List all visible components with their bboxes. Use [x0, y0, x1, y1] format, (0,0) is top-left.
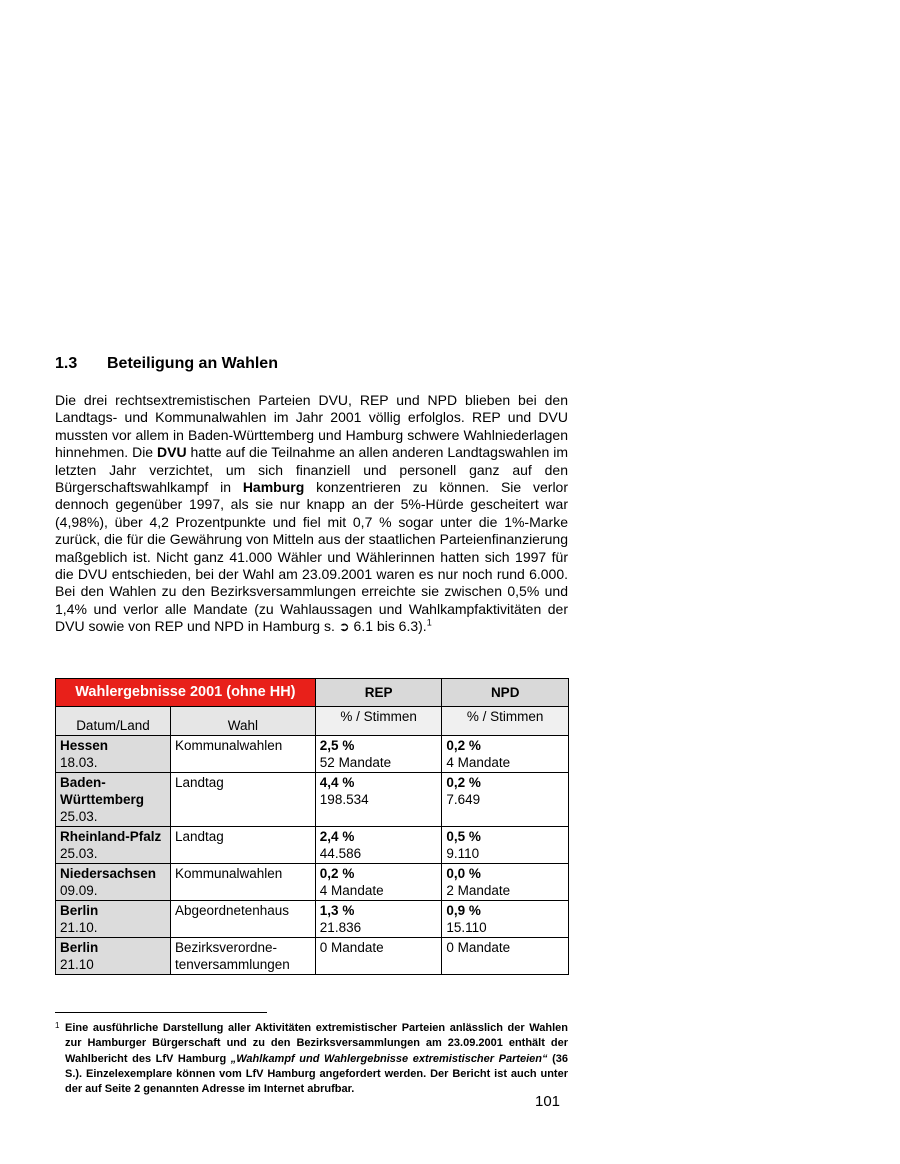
body-text-part: konzentrieren zu können. Sie verlor dennoch gegenüber 1997, als sie nur knapp an der 5%-Hürde gescheitert war (4,98%), über 4,2 Prozentpunkte und fiel mit 0,7 % sogar unter die 1%-Marke zurück, die für die Gewährung von Mitteln aus der staatlichen Parteienfinanzierung maßgeblich ist. Nicht ganz 41.000 Wähler und Wählerinnen hatten sich 1997 für die DVU entschieden, bei der Wahl am 23.09.2001 waren es nur noch rund 6.000. Bei den Wahlen zu den Bezirksversammlungen erreichte sie zwischen 0,5% und 1,4% und verlor alle Mandate (zu Wahlaussagen und Wahlkampfaktivitäten der DVU sowie von REP und NPD in Hamburg s. — [55, 479, 568, 635]
cell-land — [56, 736, 171, 773]
npd-percent: 0,5 % — [446, 829, 481, 844]
rep-value: 52 Mandate — [319, 755, 392, 770]
npd-value: 2 Mandate — [446, 883, 511, 898]
column-unit-rep: % / Stimmen — [315, 707, 442, 736]
npd-percent: 0,2 % — [446, 775, 481, 790]
footnote-marker: 1 — [55, 1021, 60, 1030]
rep-percent: 0,2 % — [319, 866, 355, 881]
election-date: 25.03. — [60, 809, 98, 824]
land-name: Niedersachsen — [60, 866, 157, 881]
cell-rep — [315, 938, 442, 975]
cell-npd — [442, 938, 569, 975]
cell-land — [56, 901, 171, 938]
section-number: 1.3 — [55, 355, 78, 372]
table-row — [56, 864, 569, 901]
npd-value: 9.110 — [446, 846, 480, 861]
body-text-part: 6.1 bis 6.3). — [349, 618, 427, 635]
cell-wahl: Abgeordnetenhaus — [170, 901, 315, 938]
rep-value: 0 Mandate — [319, 940, 384, 955]
column-header-wahl: Wahl — [170, 707, 315, 736]
npd-percent: 0,0 % — [446, 866, 481, 881]
land-name: Berlin — [60, 940, 99, 955]
rep-value: 21.836 — [319, 920, 362, 935]
table-row — [56, 827, 569, 864]
column-header-npd: NPD — [442, 679, 569, 707]
column-header-rep: REP — [315, 679, 442, 707]
table-header-row — [56, 679, 569, 707]
section-heading — [55, 355, 568, 373]
rep-value: 4 Mandate — [319, 883, 384, 898]
body-text-part: Die drei rechtsextremistischen Parteien DVU, REP und NPD blieben bei den Landtags- und Kommunalwahlen im Jahr 2001 völlig erfolglos. REP und DVU mussten vor allem in Baden-Württemberg und Hamburg schwere Wahlniederlagen hinnehmen. Die — [55, 392, 568, 461]
land-name: Berlin — [60, 903, 99, 918]
cell-rep — [315, 864, 442, 901]
cell-land — [56, 864, 171, 901]
table-row — [56, 901, 569, 938]
cell-wahl: Bezirksverordne- tenversammlungen — [170, 938, 315, 975]
election-results-table — [55, 678, 569, 975]
npd-value: 0 Mandate — [446, 940, 511, 955]
land-name: Hessen — [60, 738, 109, 753]
election-date: 21.10 — [60, 957, 94, 972]
cell-land — [56, 938, 171, 975]
cell-land — [56, 827, 171, 864]
npd-value: 7.649 — [446, 792, 481, 807]
cell-wahl: Landtag — [170, 827, 315, 864]
table-row — [56, 773, 569, 827]
rep-percent: 4,4 % — [319, 775, 355, 790]
body-bold-dvu: DVU — [157, 444, 187, 461]
election-date: 18.03. — [60, 755, 98, 770]
rep-value: 44.586 — [319, 846, 362, 861]
cell-npd — [442, 773, 569, 827]
cell-rep — [315, 901, 442, 938]
arrow-icon: ➲ — [338, 619, 350, 635]
footnote-text-part: Eine ausführliche Darstellung aller Aktivitäten extremistischer Parteien anlässlich der Wahlen zur Hamburger Bürgerschaft und zu den Bezirksversammlungen am 23.09.2001 enthält der Wahlbericht des LfV Hamburg — [65, 1022, 568, 1065]
cell-npd — [442, 864, 569, 901]
cell-wahl: Kommunalwahlen — [170, 736, 315, 773]
land-name: Rheinland-Pfalz — [60, 829, 162, 844]
table-row — [56, 736, 569, 773]
table-subheader-row — [56, 707, 569, 736]
cell-npd — [442, 827, 569, 864]
footnote-body — [65, 1021, 568, 1097]
rep-percent: 2,4 % — [319, 829, 355, 844]
election-date: 09.09. — [60, 883, 98, 898]
footnote-text-part: (36 S.). Einzelexemplare können vom LfV Hamburg angefordert werden. Der Bericht ist auch unter der auf Seite 2 genannten Adresse im Internet abrufbar. — [65, 1052, 568, 1096]
table-title: Wahlergebnisse 2001 (ohne HH) — [56, 679, 316, 707]
body-text-part: hatte auf die Teilnahme an allen anderen Landtagswahlen im letzten Jahr verzichtet, um sich finanziell und personell ganz auf den Bürgerschaftswahlkampf in — [55, 444, 569, 496]
footnote-reference[interactable]: 1 — [426, 617, 432, 628]
table-row — [56, 938, 569, 975]
cell-rep — [315, 827, 442, 864]
cell-wahl: Kommunalwahlen — [170, 864, 315, 901]
column-header-land: Datum/Land — [56, 707, 171, 736]
npd-value: 15.110 — [446, 920, 487, 935]
body-paragraph — [55, 392, 568, 636]
cell-wahl: Landtag — [170, 773, 315, 827]
npd-percent: 0,9 % — [446, 903, 481, 918]
election-date: 25.03. — [60, 846, 98, 861]
section-title: Beteiligung an Wahlen — [107, 355, 278, 372]
npd-value: 4 Mandate — [446, 755, 511, 770]
npd-percent: 0,2 % — [446, 738, 481, 753]
column-unit-npd: % / Stimmen — [442, 707, 569, 736]
rep-percent: 2,5 % — [319, 738, 355, 753]
footnote-report-title: „Wahlkampf und Wahlergebnisse extremistischer Parteien“ — [230, 1052, 548, 1065]
body-bold-hamburg: Hamburg — [242, 479, 305, 496]
election-date: 21.10. — [60, 920, 98, 935]
footnote-divider — [55, 1012, 267, 1013]
cell-rep — [315, 736, 442, 773]
rep-percent: 1,3 % — [319, 903, 355, 918]
cell-rep — [315, 773, 442, 827]
rep-value: 198.534 — [319, 792, 369, 807]
cell-land — [56, 773, 171, 827]
land-name: Baden- Württemberg — [60, 775, 144, 807]
footnote — [55, 1021, 568, 1097]
cell-npd — [442, 901, 569, 938]
cell-npd — [442, 736, 569, 773]
page-number: 101 — [535, 1093, 561, 1110]
